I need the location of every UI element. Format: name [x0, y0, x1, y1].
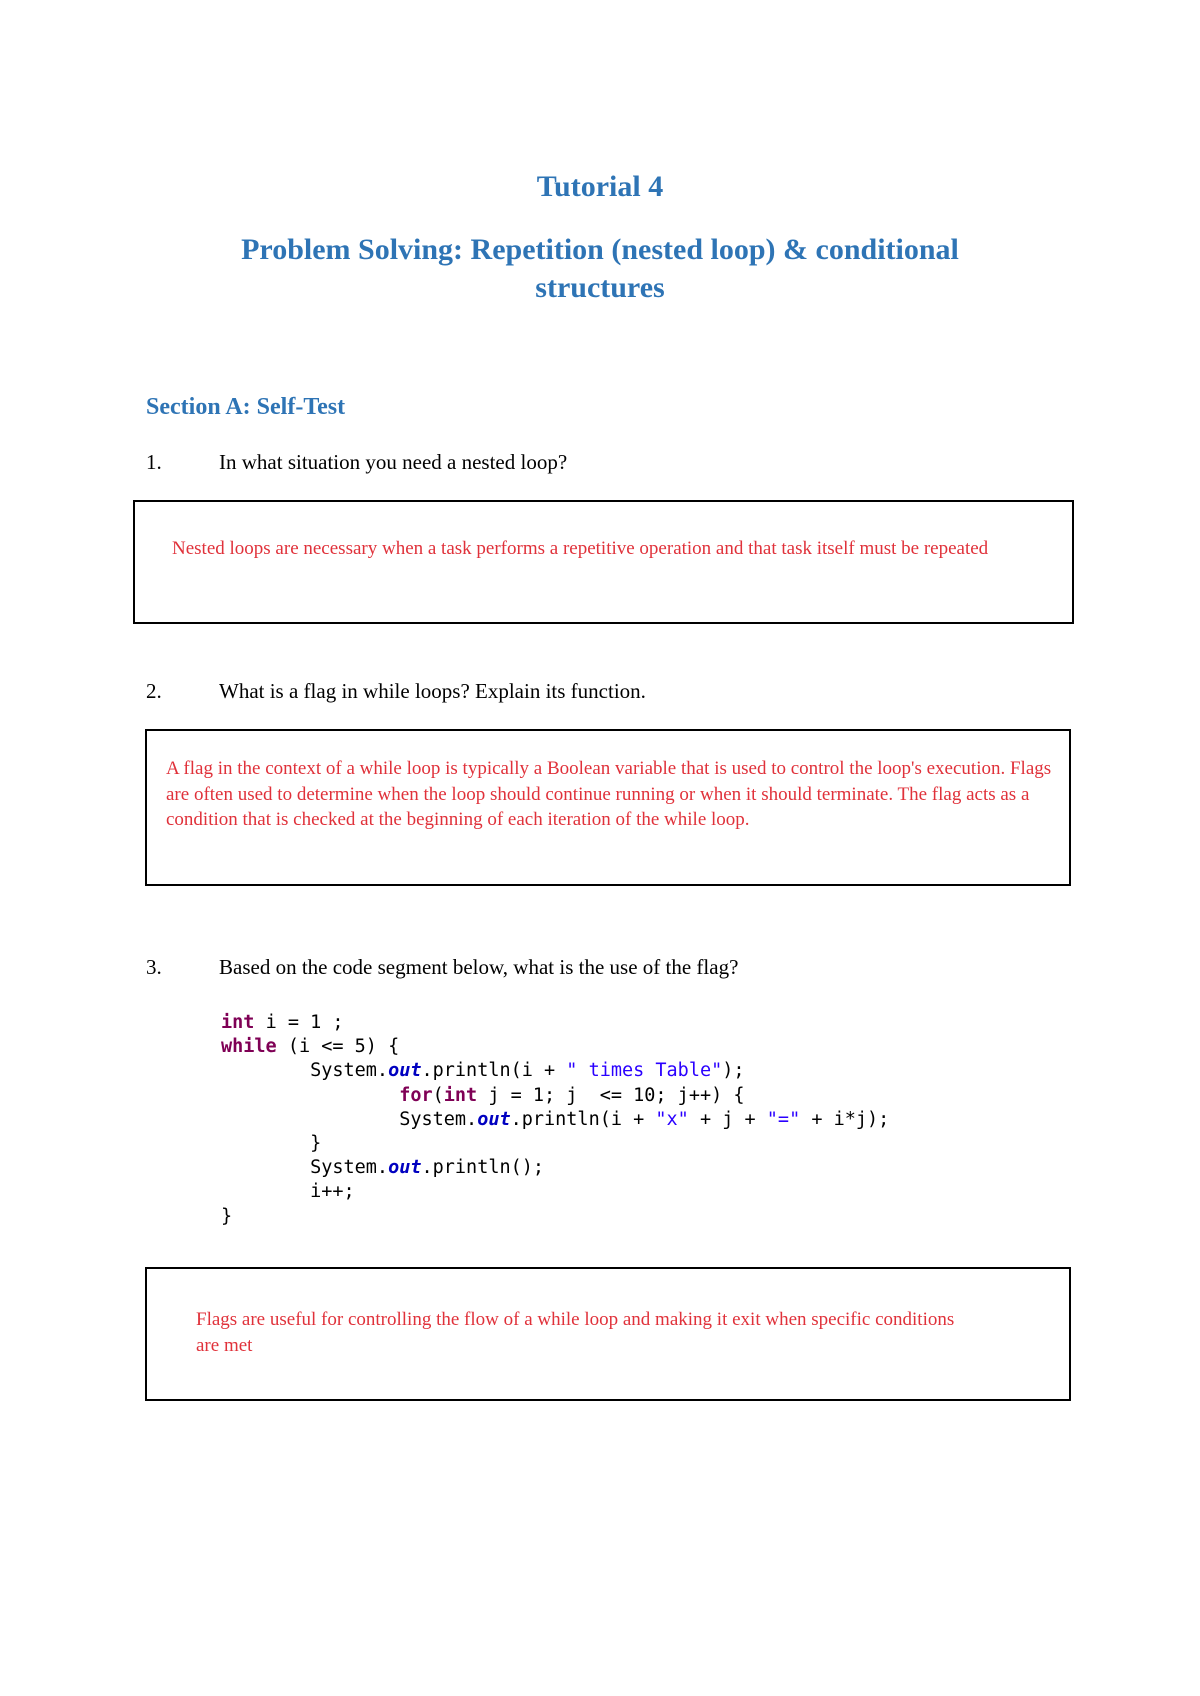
code-token: out [388, 1157, 422, 1179]
code-token: out [477, 1108, 511, 1130]
question-2-number: 2. [146, 679, 162, 703]
question-2-text: What is a flag in while loops? Explain its function. [219, 679, 646, 703]
code-token: i++; [310, 1181, 355, 1203]
code-token: ); [722, 1060, 745, 1082]
code-token: int [443, 1084, 478, 1106]
code-token: " times Table" [566, 1060, 723, 1082]
document-title: Tutorial 4 [536, 170, 664, 203]
question-3-number: 3. [146, 955, 162, 979]
code-token: } [310, 1133, 322, 1155]
code-token: .println(i + [421, 1060, 567, 1082]
document-subtitle: Problem Solving: Repetition (nested loop) & conditional structures [241, 233, 959, 304]
code-token: } [221, 1205, 233, 1227]
code-token: ( [432, 1084, 444, 1106]
code-token: out [388, 1060, 422, 1082]
code-token: (i <= 5) { [287, 1036, 400, 1058]
code-token: System. [310, 1060, 389, 1082]
code-token: .println(); [421, 1157, 545, 1179]
code-token: .println(i + [510, 1108, 656, 1130]
question-1-number: 1. [146, 450, 162, 474]
code-token: "x" [655, 1108, 689, 1130]
answer-2-text: A flag in the context of a while loop is typically a Boolean variable that is used to control the loop's execution. Flags are often used to determine when the loop should continue running or when it should terminate. The flag acts as a condition that is checked at the beginning of each iteration of the while loop. [166, 758, 1052, 830]
answer-box-1 [133, 500, 1074, 624]
code-token: + i*j); [800, 1108, 890, 1130]
answer-1-text: Nested loops are necessary when a task performs a repetitive operation and that task itself must be repeated [172, 538, 989, 559]
answer-3-text: Flags are useful for controlling the flow of a while loop and making it exit when specific conditions are met [196, 1309, 955, 1356]
code-token: for [399, 1084, 433, 1106]
code-token: + j + [688, 1108, 767, 1130]
question-1-text: In what situation you need a nested loop? [219, 450, 568, 474]
code-segment [221, 1011, 889, 1229]
code-token: "=" [766, 1108, 801, 1130]
code-token: j = 1; j <= 10; j++) { [477, 1084, 745, 1106]
question-3-text: Based on the code segment below, what is the use of the flag? [219, 955, 739, 979]
code-token: System. [399, 1108, 478, 1130]
code-token: System. [310, 1157, 389, 1179]
code-token: while [221, 1036, 277, 1058]
code-token: i = 1 ; [265, 1012, 344, 1033]
section-heading: Section A: Self-Test [146, 394, 346, 420]
code-token: int [221, 1012, 255, 1033]
